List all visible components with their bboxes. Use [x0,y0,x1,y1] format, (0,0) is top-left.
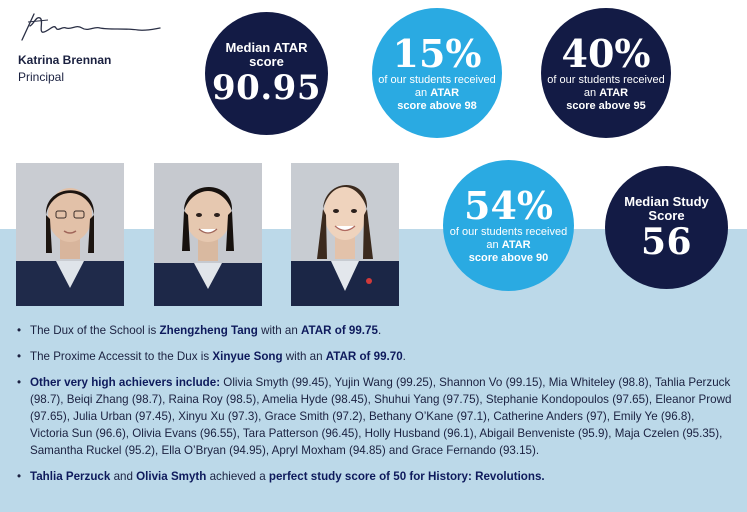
student-photo-1 [16,163,124,306]
list-item-high-achievers: • Other very high achievers include: Olivia Smyth (99.45), Yujin Wang (99.25), Shannon Vo (99.15), Mia Whiteley (98.8), Tahlia Perzuck (98.7), Beiqi Zhang (98.7), Raina Roy (98.5), Amelia Hyde (98.45), Shuhui Yang (97.75), Stephanie Kondopoulos (97.65), Eleanor Prowd (97.65), Julia Urban (97.45), Xinyu Xu (97.3), Grace Smith (97.2), Bethany O’Kane (97.1), Catherine Anders (97), Emily Ye (96.8), Victoria Sun (96.6), Olivia Evans (96.55), Tara Patterson (96.45), Holly Husband (96.1), Abigail Benveniste (95.9), Maja Czelen (95.35), Samantha Ruckel (95.2), Ella O’Bryan (94.95), Apryl Moxham (94.85) and Grace Fernando (93.15). [16,374,732,459]
atar-above-90-text: of our students received an ATAR score above 90 [449,226,568,264]
atar-above-95-percent: 40% [561,30,651,76]
atar-above-95-circle [541,8,671,138]
atar-above-90-percent: 54% [464,183,553,228]
median-atar-value: 90.95 [212,67,321,108]
median-atar-label: Median ATAR score [225,39,308,69]
student-photo-3 [291,163,399,306]
achievements-list [16,322,732,494]
median-study-score-value: 56 [640,220,693,263]
principal-signature [14,10,164,44]
atar-above-98-text: of our students received an ATAR score above 98 [378,73,496,112]
principal-title: Principal [18,70,65,84]
list-item-dux: • The Dux of the School is Zhengzheng Tang with an ATAR of 99.75. [16,322,732,339]
median-study-score-label: Median Study Score [624,193,709,223]
student-photo-1-image [16,163,124,306]
student-photo-2 [154,163,262,306]
student-photo-2-image [154,163,262,306]
atar-above-98-circle [372,8,502,138]
list-item-proxime: • The Proxime Accessit to the Dux is Xinyue Song with an ATAR of 99.70. [16,348,732,365]
student-photo-3-image [291,163,399,306]
median-atar-circle [205,12,328,135]
atar-above-90-circle [443,160,574,291]
atar-above-95-text: of our students received an ATAR score above 95 [547,73,665,112]
list-item-history: • Tahlia Perzuck and Olivia Smyth achieved a perfect study score of 50 for History: Revolutions. [16,468,732,485]
median-study-score-circle [605,166,728,289]
principal-name: Katrina Brennan [18,53,112,67]
atar-above-98-percent: 15% [392,30,482,76]
